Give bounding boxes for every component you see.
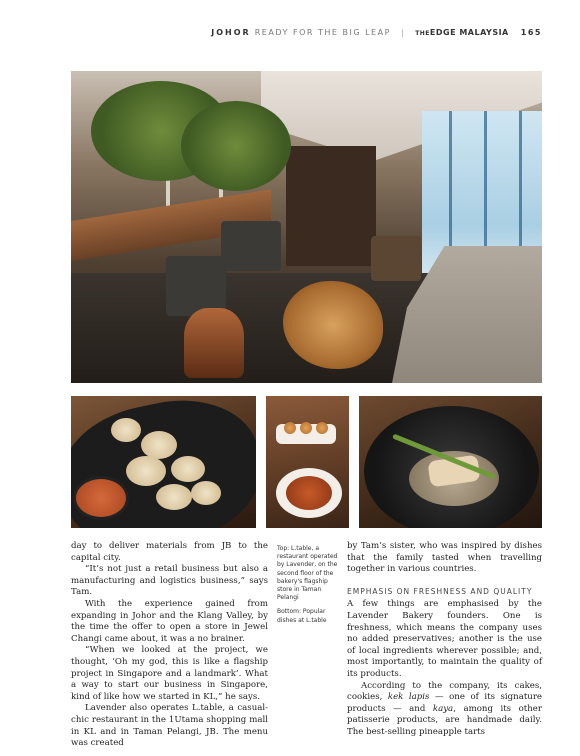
section-subtitle: READY FOR THE BIG LEAP bbox=[254, 28, 391, 37]
lounge-chair bbox=[166, 256, 226, 316]
fried-calamari bbox=[156, 484, 192, 510]
paragraph: According to the company, its cakes, cookies, kek lapis — one of its signature products — and kaya, among its other patisserie products, are handmade daily. The best-selling pineapple tarts bbox=[347, 680, 543, 737]
small-plates-photo bbox=[266, 396, 349, 528]
header-separator: | bbox=[400, 28, 406, 37]
paragraph: day to deliver materials from JB to the capital city. bbox=[71, 541, 268, 563]
fried-ball bbox=[300, 422, 312, 434]
paragraph: With the experience gained from expanding in Johor and the Klang Valley, by the time the offer to open a store in Jewel Changi came about, it was a no brainer. bbox=[71, 598, 268, 644]
fried-ball bbox=[316, 422, 328, 434]
running-header bbox=[211, 28, 542, 37]
fried-calamari bbox=[191, 481, 221, 505]
article-column-1 bbox=[71, 541, 268, 750]
wood-panel-wall bbox=[286, 146, 376, 266]
paragraph: “It’s not just a retail business but also a manufacturing and logistics business,” says Tam. bbox=[71, 564, 268, 598]
section-name: JOHOR bbox=[211, 28, 251, 37]
paragraph: by Tam’s sister, who was inspired by dishes that the family tasted when travelling together in various countries. bbox=[347, 541, 542, 575]
indoor-tree bbox=[181, 101, 291, 191]
fried-dish bbox=[286, 476, 332, 510]
lounge-chair bbox=[221, 221, 281, 271]
fried-calamari bbox=[111, 418, 141, 442]
fried-ball bbox=[284, 422, 296, 434]
paragraph: “When we looked at the project, we thought, ‘Oh my god, this is like a flagship project in Singapore and a landmark’. What a way to start our business in Singapore, kind of like how we started in KL,” he says. bbox=[71, 645, 268, 702]
article-column-2 bbox=[347, 541, 542, 739]
caption-top: Top: L.table, a restaurant operated by Lavender, on the second floor of the bakery's flagship store in Taman Pelangi bbox=[277, 545, 338, 602]
fish-dish-photo bbox=[359, 396, 542, 528]
caption-bottom: Bottom: Popular dishes at L.table bbox=[277, 608, 327, 624]
section-subhead: EMPHASIS ON FRESHNESS AND QUALITY bbox=[347, 586, 533, 596]
restaurant-interior-photo bbox=[71, 71, 542, 383]
fried-calamari bbox=[141, 431, 177, 459]
paragraph: Lavender also operates L.table, a casual-chic restaurant in the 1Utama shopping mall in KL and in Taman Pelangi, JB. The menu was created bbox=[71, 703, 268, 749]
fried-calamari bbox=[126, 456, 166, 486]
calamari-dish-photo bbox=[71, 396, 256, 528]
page-number: 165 bbox=[520, 28, 542, 37]
dipping-sauce bbox=[73, 476, 129, 520]
wooden-stool bbox=[184, 308, 244, 378]
photo-caption bbox=[277, 545, 339, 631]
fried-calamari bbox=[171, 456, 205, 482]
publication-logo: THEEDGE MALAYSIA bbox=[415, 28, 509, 37]
paragraph: A few things are emphasised by the Lavender Bakery founders. One is freshness, which means the company uses no added preservatives; another is the use of local ingredients wherever possible; and, most importantly, to maintain the quality of its products. bbox=[347, 599, 542, 679]
wooden-chair bbox=[371, 236, 421, 281]
